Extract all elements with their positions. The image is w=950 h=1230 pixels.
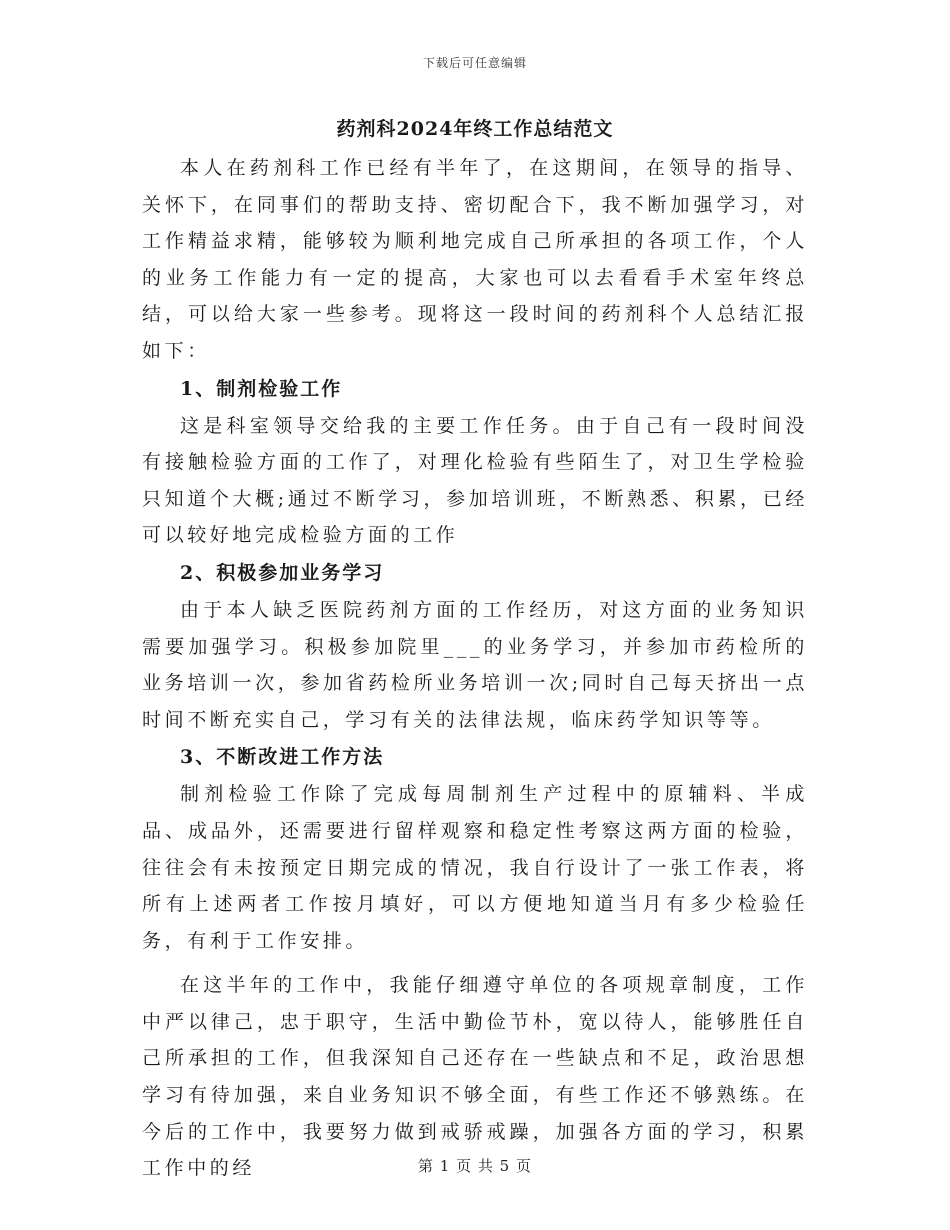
header-note: 下载后可任意编辑 (422, 56, 527, 70)
section-heading-2: 2、积极参加业务学习 (180, 561, 385, 584)
document-body (142, 112, 808, 1187)
page-number: 第 1 页 共 5 页 (418, 1157, 532, 1175)
closing-paragraph: 在这半年的工作中，我能仔细遵守单位的各项规章制度，工作中严以律己，忠于职守，生活中勤俭节朴，宽以待人，能够胜任自己所承担的工作，但我深知自己还存在一些缺点和不足，政治思想学习有待加强，来自业务知识不够全面，有些工作还不够熟练。在今后的工作中，我要努力做到戒骄戒躁，加强各方面的学习，积累工作中的经 (142, 974, 808, 1180)
intro-paragraph: 本人在药剂科工作已经有半年了，在这期间，在领导的指导、关怀下，在同事们的帮助支持、密切配合下，我不断加强学习，对工作精益求精，能够较为顺利地完成自己所承担的各项工作，个人的业务工作能力有一定的提高，大家也可以去看看手术室年终总结，可以给大家一些参考。现将这一段时间的药剂科个人总结汇报如下： (142, 157, 808, 362)
section-body-1: 这是科室领导交给我的主要工作任务。由于自己有一段时间没有接触检验方面的工作了，对理化检验有些陌生了，对卫生学检验只知道个大概;通过不断学习，参加培训班，不断熟悉、积累，已经可以较好地完成检验方面的工作 (142, 414, 808, 547)
document-title: 药剂科2024年终工作总结范文 (336, 118, 614, 140)
section-heading-1: 1、制剂检验工作 (180, 377, 343, 400)
section-body-2: 由于本人缺乏医院药剂方面的工作经历，对这方面的业务知识需要加强学习。积极参加院里___的业务学习，并参加市药检所的业务培训一次，参加省药检所业务培训一次;同时自己每天挤出一点时间不断充实自己，学习有关的法律法规，临床药学知识等等。 (142, 598, 808, 731)
section-heading-3: 3、不断改进工作方法 (180, 746, 385, 769)
section-body-3: 制剂检验工作除了完成每周制剂生产过程中的原辅料、半成品、成品外，还需要进行留样观察和稳定性考察这两方面的检验，往往会有未按预定日期完成的情况，我自行设计了一张工作表，将所有上述两者工作按月填好，可以方便地知道当月有多少检验任务，有利于工作安排。 (142, 783, 808, 952)
